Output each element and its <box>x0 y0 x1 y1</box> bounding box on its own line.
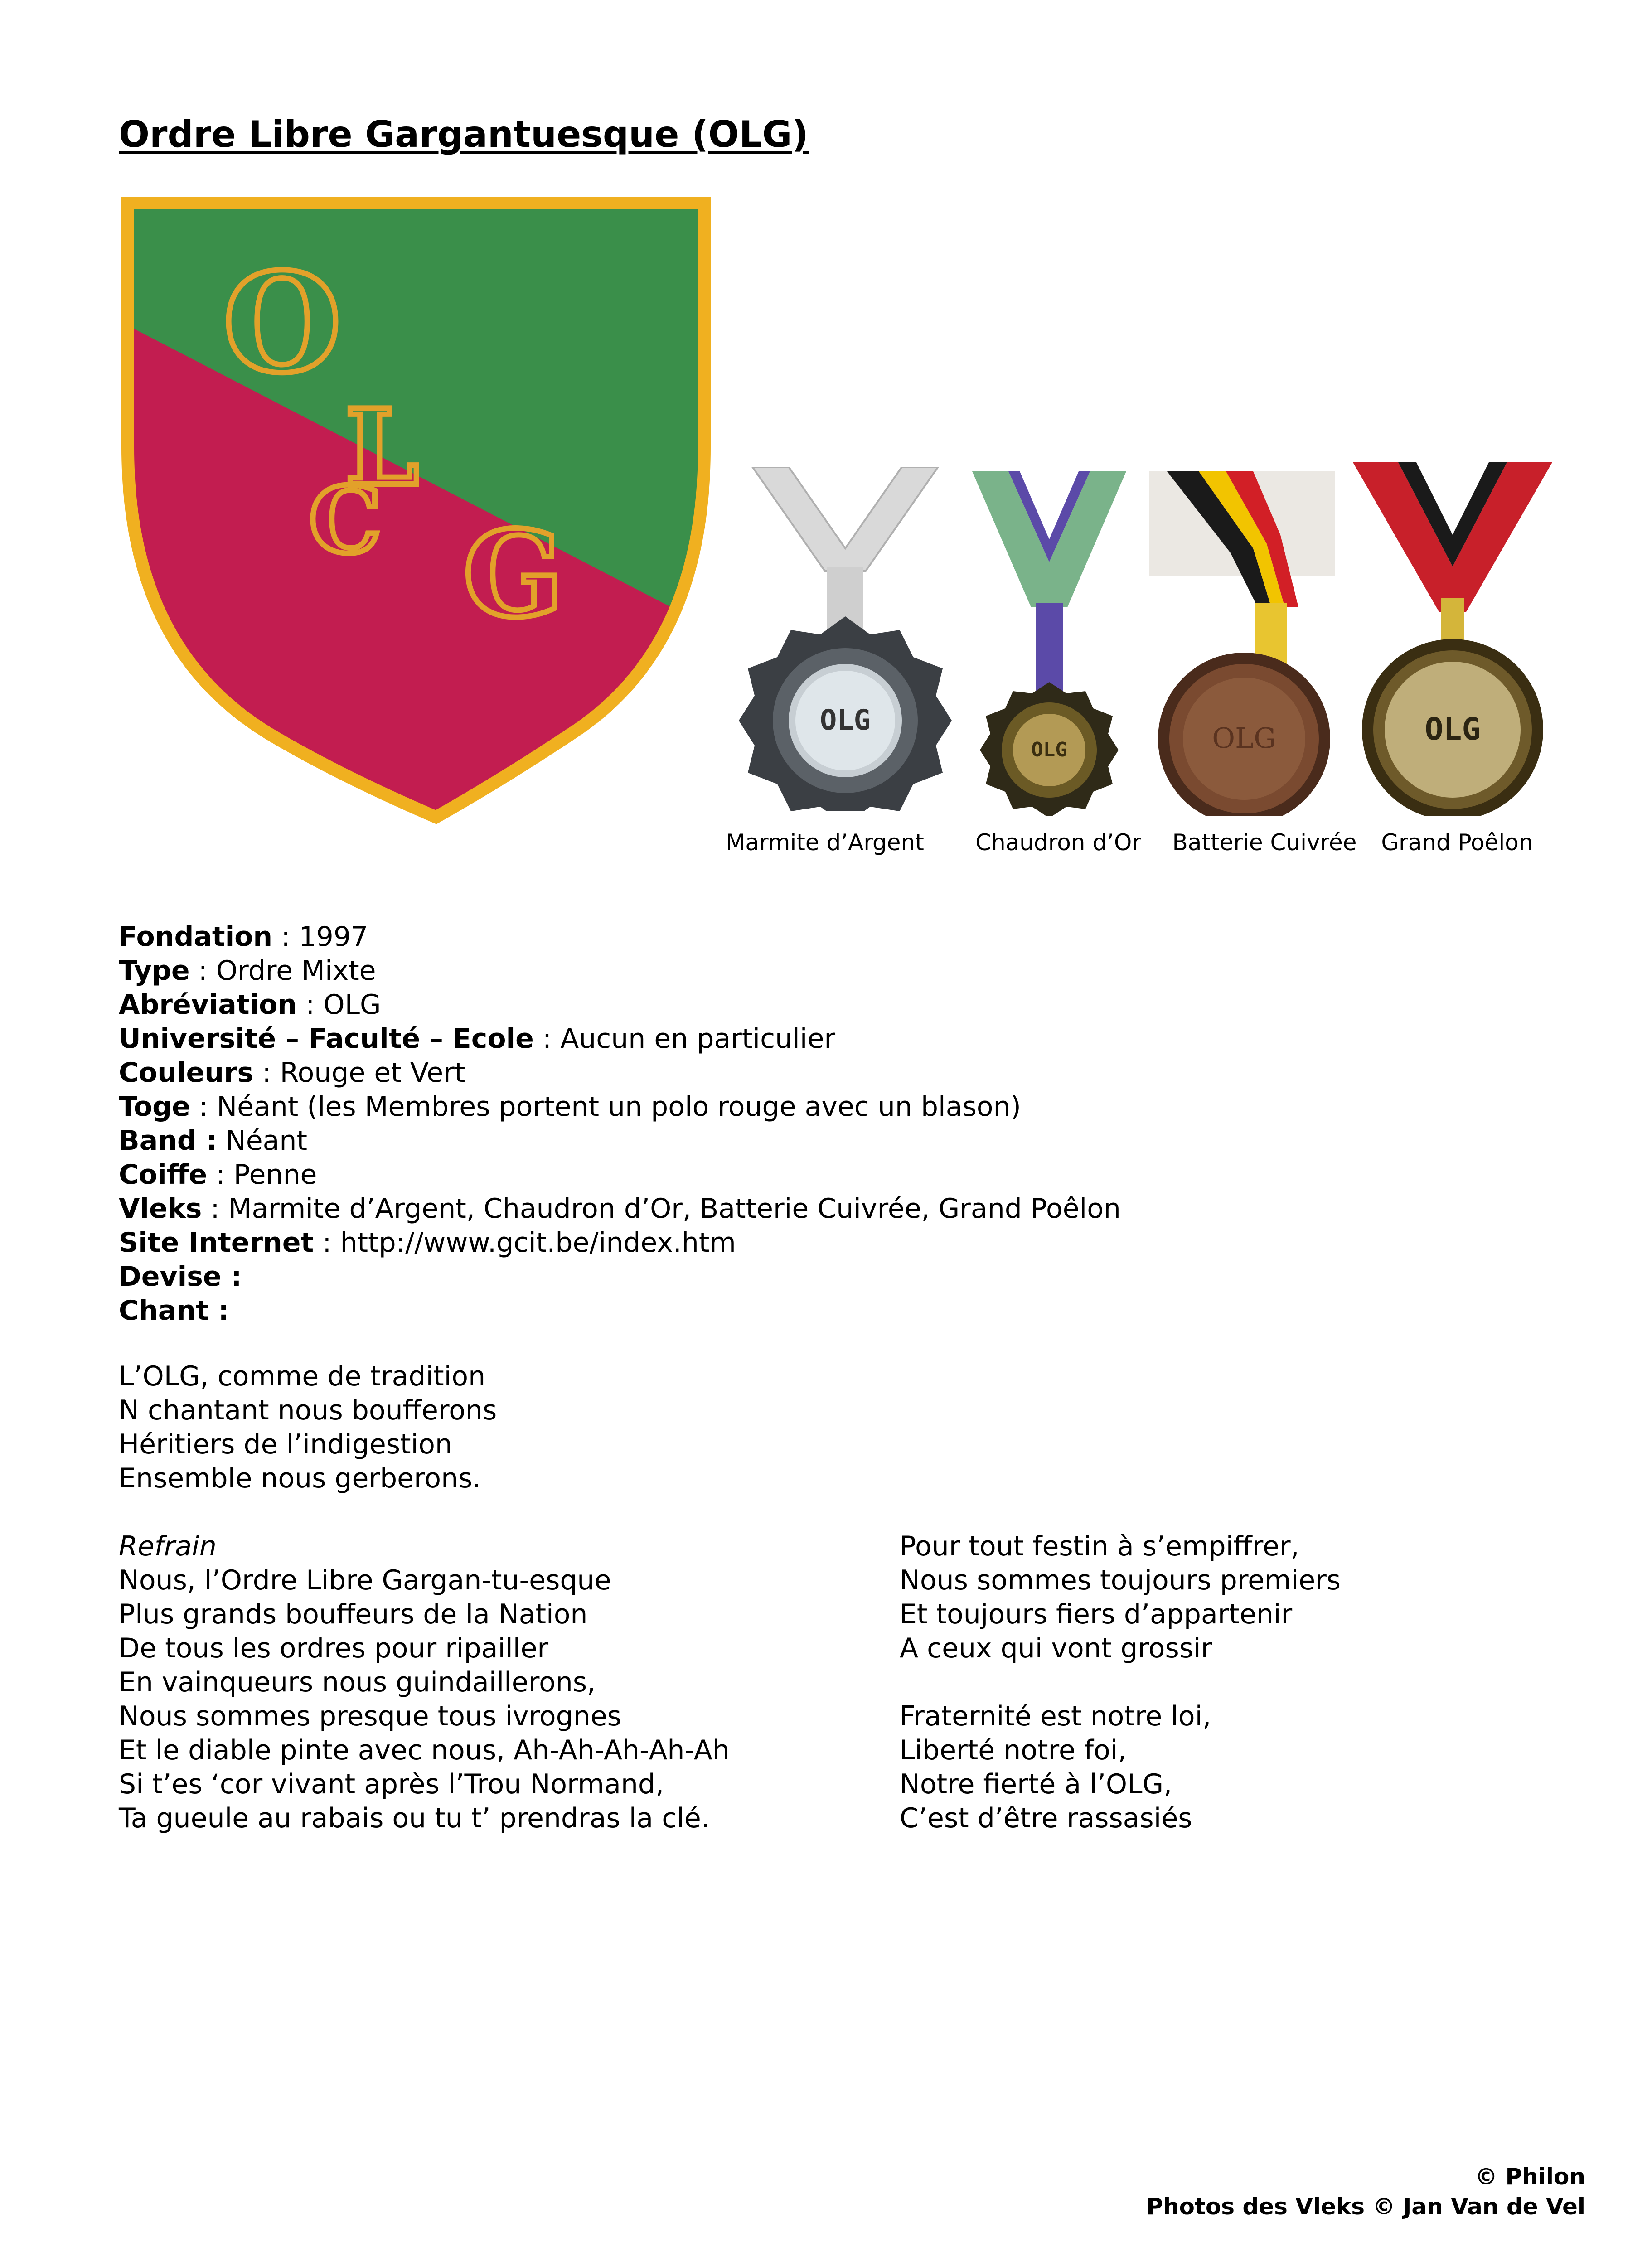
info-separator: : <box>202 1193 228 1225</box>
song-line: Héritiers de l’indigestion <box>119 1428 452 1460</box>
medal-engraving: OLG <box>1031 738 1067 761</box>
medal-caption: Chaudron d’Or <box>975 829 1141 856</box>
medal-marmite-dargent-image <box>734 467 956 811</box>
info-separator: : <box>190 1091 217 1123</box>
info-label: Couleurs <box>119 1057 254 1089</box>
song-line: A ceux qui vont grossir <box>900 1632 1212 1664</box>
info-label: Fondation <box>119 921 273 953</box>
info-separator: : <box>272 921 299 953</box>
info-row <box>119 1260 1121 1294</box>
info-separator: : <box>533 1023 561 1055</box>
info-row <box>119 1124 1121 1158</box>
credit-photos: Photos des Vleks © Jan Van de Vel <box>1146 2193 1585 2220</box>
song-line: Notre fierté à l’OLG, <box>900 1768 1172 1800</box>
info-value: Rouge et Vert <box>280 1057 465 1089</box>
info-value: OLG <box>323 989 381 1021</box>
page-title: Ordre Libre Gargantuesque (OLG) <box>119 113 809 155</box>
refrain-label: Refrain <box>119 1530 217 1562</box>
info-label: Devise : <box>119 1261 242 1293</box>
info-separator: : <box>297 989 324 1021</box>
song-line: Pour tout festin à s’empiffrer, <box>900 1530 1299 1562</box>
song-line: Ta gueule au rabais ou tu t’ prendras la clé. <box>119 1802 710 1834</box>
song-line: Et le diable pinte avec nous, Ah-Ah-Ah-Ah-Ah <box>119 1734 730 1766</box>
crest-shield-image <box>119 194 713 826</box>
info-row <box>119 920 1121 954</box>
song-line: Et toujours fiers d’appartenir <box>900 1598 1293 1630</box>
info-label: Université – Faculté – Ecole <box>119 1023 534 1055</box>
credits <box>1146 2162 1585 2222</box>
info-separator: : <box>253 1057 280 1089</box>
song-line: Nous, l’Ordre Libre Gargan-tu-esque <box>119 1564 611 1596</box>
info-row <box>119 988 1121 1022</box>
info-list <box>119 920 1121 1328</box>
medal-caption: Grand Poêlon <box>1381 829 1533 856</box>
song-verse-1 <box>119 1360 497 1496</box>
info-row <box>119 954 1121 988</box>
info-value: Aucun en particulier <box>560 1023 836 1055</box>
info-value: 1997 <box>299 921 368 953</box>
info-row <box>119 1158 1121 1192</box>
info-value: Néant <box>225 1125 307 1157</box>
stanza-gap <box>900 1666 1341 1700</box>
info-row <box>119 1022 1121 1056</box>
song-right-column <box>900 1530 1341 1835</box>
medal-caption: Marmite d’Argent <box>726 829 924 856</box>
crest-letter-c: C <box>309 467 382 574</box>
crest-letter-l: L <box>345 387 419 509</box>
info-value: Marmite d’Argent, Chaudron d’Or, Batterie Cuivrée, Grand Poêlon <box>228 1193 1121 1225</box>
info-separator <box>217 1125 226 1157</box>
info-row <box>119 1192 1121 1226</box>
song-refrain <box>119 1530 730 1835</box>
song-line: C’est d’être rassasiés <box>900 1802 1192 1834</box>
info-label: Toge <box>119 1091 190 1123</box>
info-value: Ordre Mixte <box>216 955 376 987</box>
info-label: Site Internet <box>119 1227 314 1259</box>
info-row <box>119 1294 1121 1328</box>
medal-grand-poelon-image <box>1353 462 1552 816</box>
song-line: Nous sommes toujours premiers <box>900 1564 1341 1596</box>
medal-engraving: OLG <box>1424 712 1481 747</box>
song-line: En vainqueurs nous guindaillerons, <box>119 1666 596 1698</box>
song-line: Liberté notre foi, <box>900 1734 1127 1766</box>
song-line: Plus grands bouffeurs de la Nation <box>119 1598 588 1630</box>
credit-philon: © Philon <box>1475 2164 1585 2190</box>
song-line: L’OLG, comme de tradition <box>119 1361 486 1392</box>
medal-engraving: OLG <box>820 703 871 736</box>
info-label: Type <box>119 955 190 987</box>
info-row <box>119 1090 1121 1124</box>
info-value: Penne <box>233 1159 317 1191</box>
info-label: Abréviation <box>119 989 297 1021</box>
info-row <box>119 1056 1121 1090</box>
medal-batterie-cuivree-image <box>1149 471 1335 816</box>
medal-engraving: OLG <box>1212 721 1276 755</box>
medal-caption: Batterie Cuivrée <box>1172 829 1357 856</box>
info-label: Vleks <box>119 1193 202 1225</box>
info-separator: : <box>207 1159 234 1191</box>
song-line: Si t’es ‘cor vivant après l’Trou Normand, <box>119 1768 664 1800</box>
info-row <box>119 1226 1121 1260</box>
crest-letter-o: O <box>223 243 342 403</box>
info-label: Band : <box>119 1125 217 1157</box>
song-line: Fraternité est notre loi, <box>900 1700 1211 1732</box>
info-value: http://www.gcit.be/index.htm <box>340 1227 736 1259</box>
info-separator: : <box>314 1227 340 1259</box>
info-value: Néant (les Membres portent un polo rouge avec un blason) <box>217 1091 1021 1123</box>
info-label: Chant : <box>119 1295 229 1327</box>
crest-letter-g: G <box>463 505 564 644</box>
song-line: Nous sommes presque tous ivrognes <box>119 1700 621 1732</box>
medal-chaudron-dor-image <box>972 471 1126 816</box>
song-line: Ensemble nous gerberons. <box>119 1462 481 1494</box>
info-label: Coiffe <box>119 1159 208 1191</box>
song-line: De tous les ordres pour ripailler <box>119 1632 549 1664</box>
info-separator: : <box>189 955 216 987</box>
song-line: N chantant nous boufferons <box>119 1394 497 1426</box>
